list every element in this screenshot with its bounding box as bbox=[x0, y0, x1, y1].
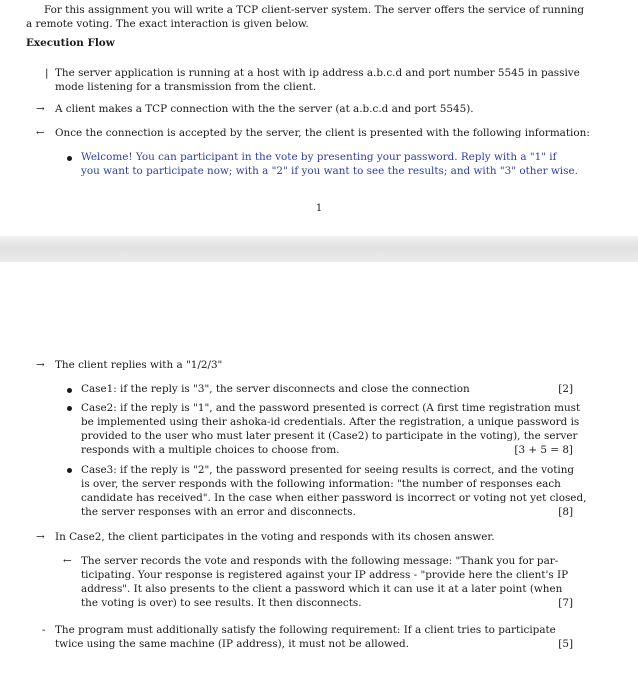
left-arrow-icon: ← bbox=[63, 555, 72, 567]
record-line-3: address". It also presents to the client a password which it can use it at a later point (when bbox=[81, 583, 563, 595]
client-replies: The client replies with a "1/2/3" bbox=[55, 359, 223, 371]
case3-line-2: is over, the server responds with the following information: "the number of responses each bbox=[81, 478, 561, 490]
case3-line-1: Case3: if the reply is "2", the password presented for seeing results is correct, and the voting bbox=[81, 464, 575, 476]
case2-line-3: provided to the user who must later present it (Case2) to participate in the voting), the server bbox=[81, 430, 578, 442]
right-arrow-icon: → bbox=[36, 531, 45, 543]
bullet-icon bbox=[67, 388, 72, 393]
dash-marker: - bbox=[42, 624, 46, 636]
execution-flow-heading: Execution Flow bbox=[26, 37, 115, 49]
page-2 bbox=[0, 262, 638, 700]
flow-item-3: Once the connection is accepted by the server, the client is presented with the following information: bbox=[55, 127, 590, 139]
case2-marks: [3 + 5 = 8] bbox=[514, 444, 573, 456]
case3-marks: [8] bbox=[558, 506, 573, 518]
left-arrow-icon: ← bbox=[36, 127, 45, 139]
requirement-line-2: twice using the same machine (IP address), it must not be allowed. bbox=[55, 638, 410, 650]
page-1 bbox=[0, 0, 638, 236]
in-case2-text: In Case2, the client participates in the voting and responds with its chosen answer. bbox=[55, 531, 495, 543]
requirement-marks: [5] bbox=[558, 638, 573, 650]
bullet-icon bbox=[67, 406, 72, 411]
welcome-line-1: Welcome! You can participant in the vote by presenting your password. Reply with a "1" if bbox=[81, 151, 557, 163]
bullet-icon bbox=[67, 156, 72, 161]
case2-line-1: Case2: if the reply is "1", and the password presented is correct (A first time registration must bbox=[81, 402, 581, 414]
record-line-2: ticipating. Your response is registered against your IP address - "provide here the client's IP bbox=[81, 569, 569, 581]
requirement-line-1: The program must additionally satisfy the following requirement: If a client tries to participate bbox=[55, 624, 556, 636]
flow-item-1-line-2: mode listening for a transmission from the client. bbox=[55, 81, 317, 93]
right-arrow-icon: → bbox=[36, 103, 45, 115]
page-separator bbox=[0, 236, 638, 262]
case1-text: Case1: if the reply is "3", the server disconnects and close the connection bbox=[81, 383, 470, 395]
case1-marks: [2] bbox=[558, 383, 573, 395]
record-line-4: the voting is over) to see results. It then disconnects. bbox=[81, 597, 362, 609]
record-marks: [7] bbox=[558, 597, 573, 609]
flow-item-1-line-1: The server application is running at a host with ip address a.b.c.d and port number 5545 in passive bbox=[55, 67, 580, 79]
case2-line-4: responds with a multiple choices to choose from. bbox=[81, 444, 340, 456]
welcome-line-2: you want to participate now; with a "2" if you want to see the results; and with "3" other wise. bbox=[81, 165, 578, 177]
case2-line-2: be implemented using their ashoka-id credentials. After the registration, a unique password is bbox=[81, 416, 580, 428]
record-line-1: The server records the vote and responds with the following message: "Thank you for par- bbox=[81, 555, 559, 567]
case3-line-4: the server responses with an error and disconnects. bbox=[81, 506, 356, 518]
flow-item-2: A client makes a TCP connection with the the server (at a.b.c.d and port 5545). bbox=[55, 103, 474, 115]
page-number: 1 bbox=[315, 203, 323, 214]
case3-line-3: candidate has received". In the case when either password is incorrect or voting not yet closed, bbox=[81, 492, 587, 504]
intro-line-2: a remote voting. The exact interaction is given below. bbox=[26, 18, 309, 30]
bullet-icon bbox=[67, 468, 72, 473]
bar-marker: | bbox=[45, 67, 49, 79]
right-arrow-icon: → bbox=[36, 359, 45, 371]
intro-line-1: For this assignment you will write a TCP client-server system. The server offers the service of running bbox=[44, 4, 585, 16]
